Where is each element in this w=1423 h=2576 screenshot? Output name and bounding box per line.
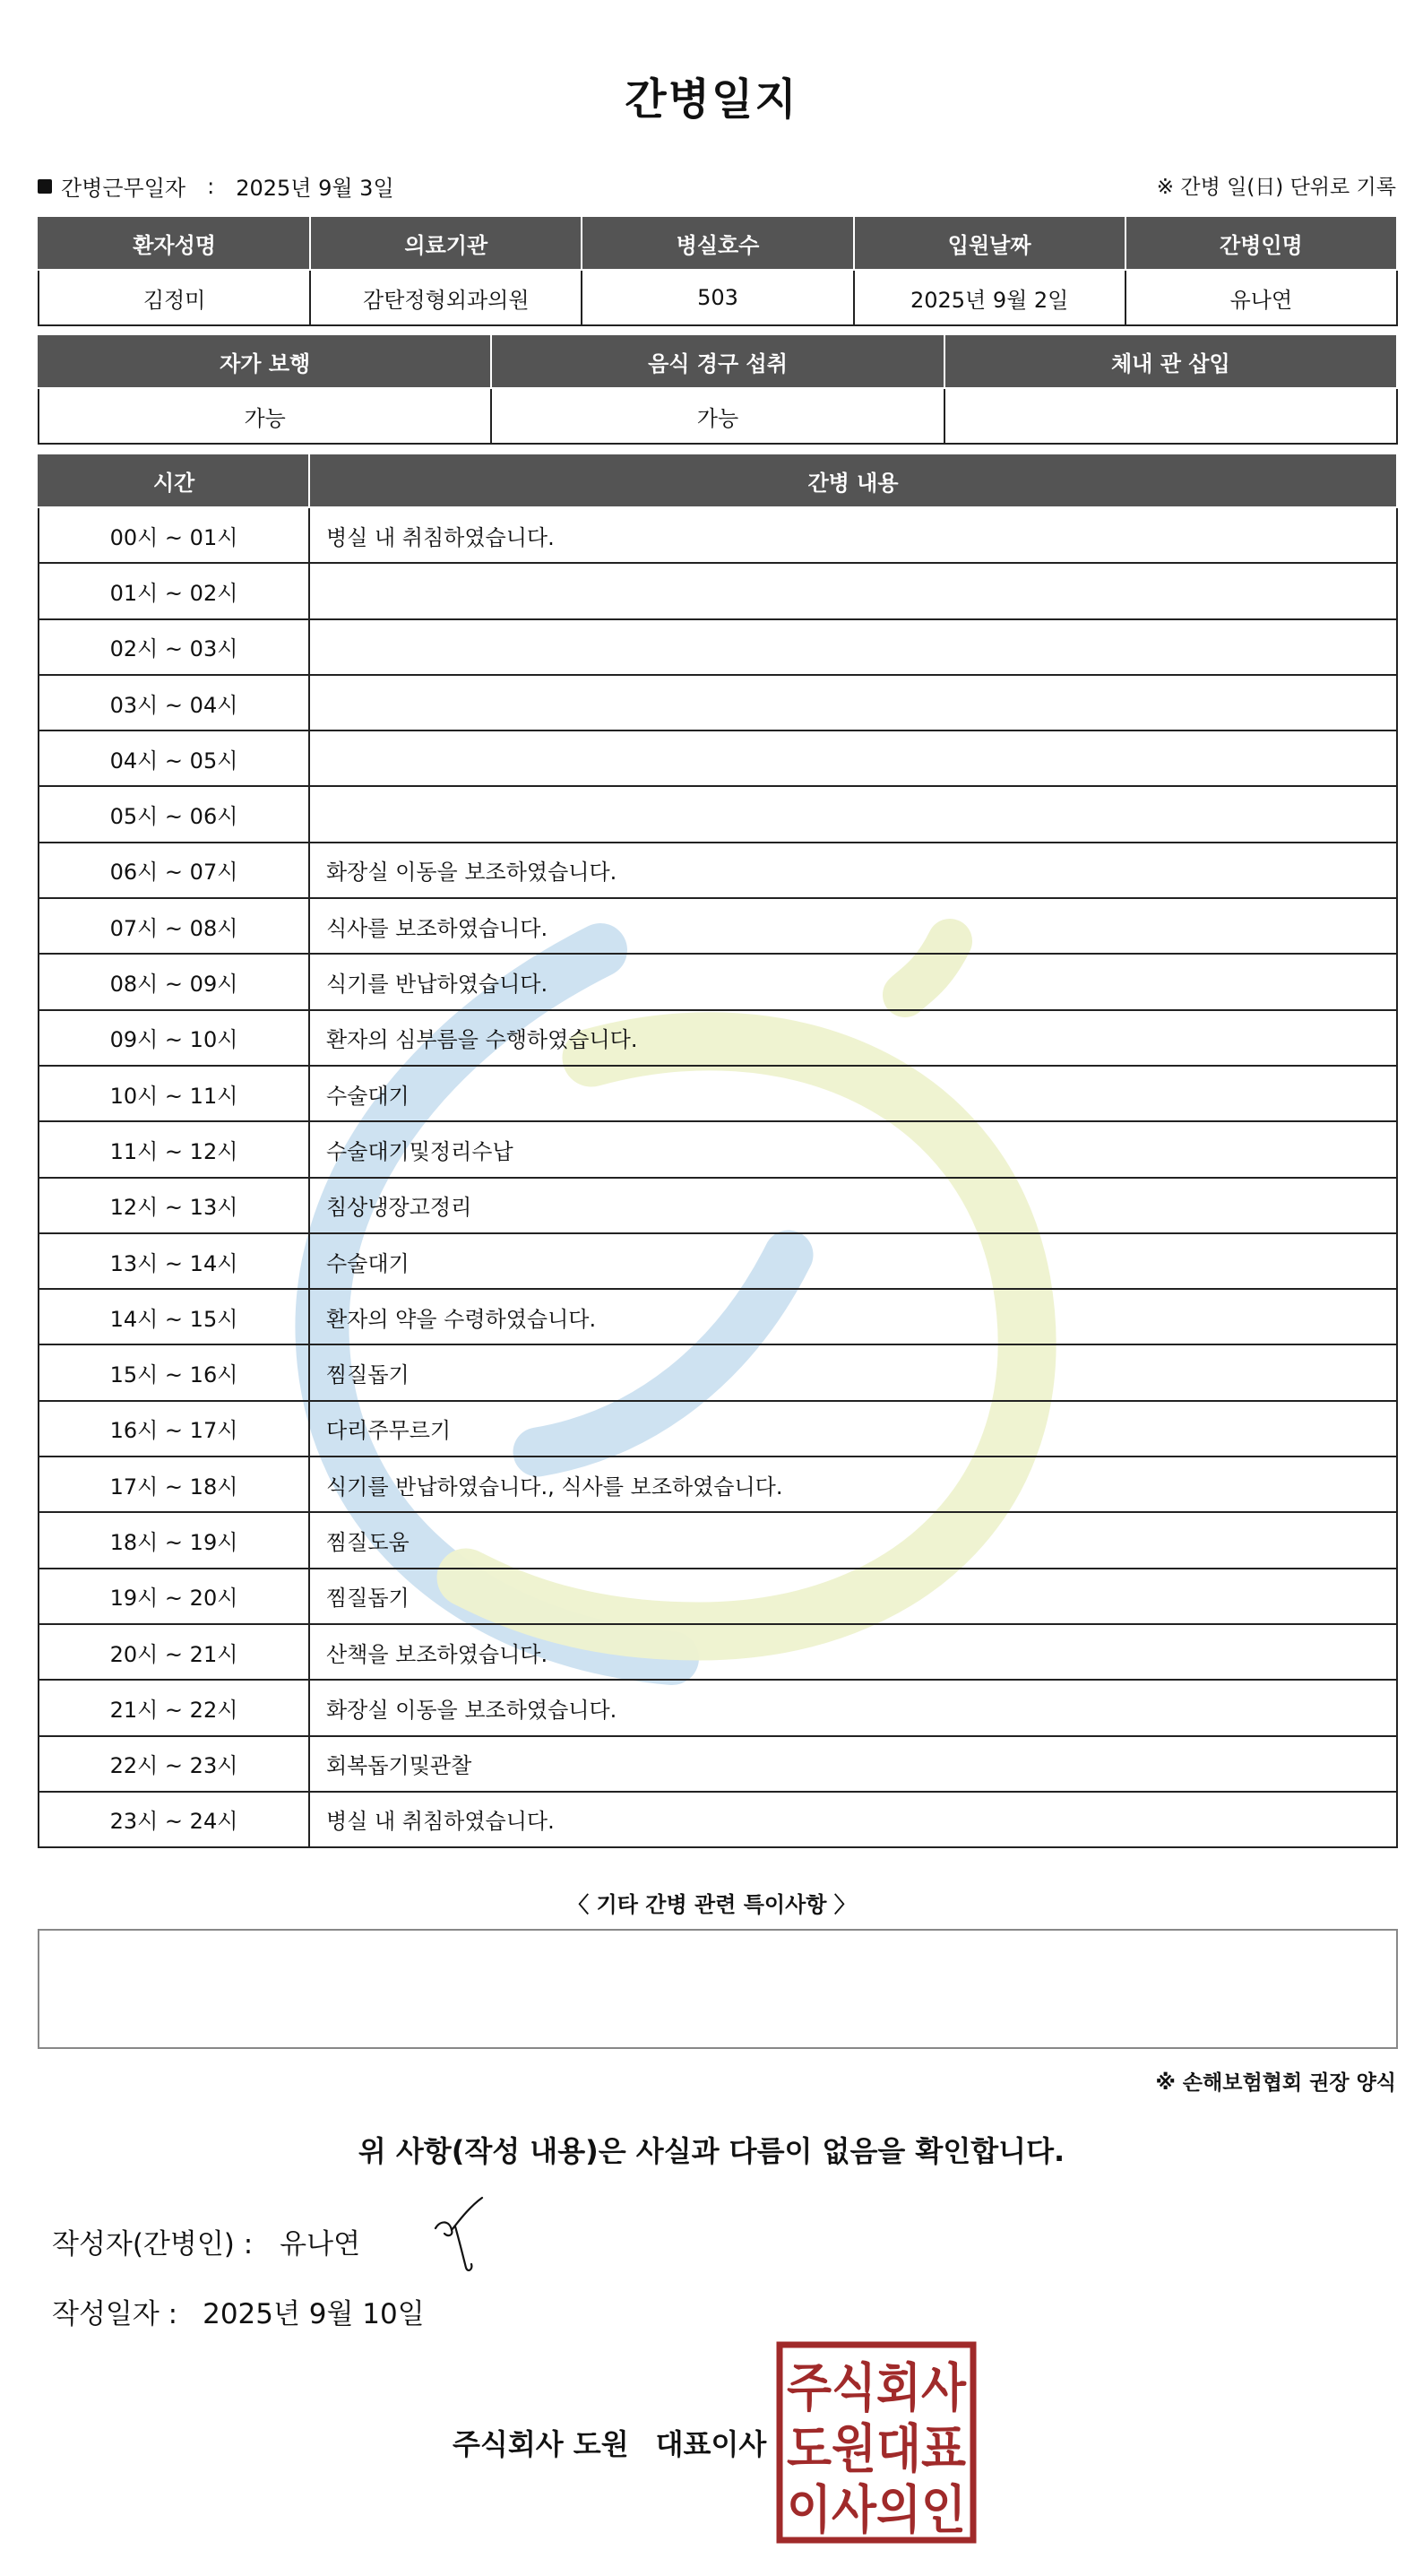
care-content: 환자의 심부름을 수행하였습니다.: [309, 1010, 1397, 1066]
time-slot: 04시 ~ 05시: [39, 730, 309, 786]
header-caregiver-name: 간병인명: [1125, 216, 1397, 270]
header-tube-insertion: 체내 관 삽입: [944, 334, 1397, 388]
header-room-number: 병실호수: [582, 216, 853, 270]
table-row: [39, 1680, 1397, 1735]
table-row: [39, 1624, 1397, 1680]
care-content: 수술대기및정리수납: [309, 1121, 1397, 1177]
bullet-square-icon: [38, 179, 52, 194]
table-row: [39, 1178, 1397, 1233]
handwritten-signature: [428, 2194, 500, 2275]
time-slot: 19시 ~ 20시: [39, 1569, 309, 1624]
header-patient-name: 환자성명: [39, 216, 310, 270]
caregiver-name: 유나연: [1125, 270, 1397, 325]
time-slot: 15시 ~ 16시: [39, 1344, 309, 1400]
seal-text-line: 주식회사: [787, 2357, 967, 2418]
header-self-walking: 자가 보행: [39, 334, 491, 388]
time-slot: 13시 ~ 14시: [39, 1233, 309, 1289]
condition-table: [38, 333, 1398, 445]
company-seal-stamp: [776, 2341, 977, 2544]
time-slot: 09시 ~ 10시: [39, 1010, 309, 1066]
work-date-value: 2025년 9월 3일: [236, 176, 394, 201]
table-row: [39, 1066, 1397, 1121]
time-slot: 23시 ~ 24시: [39, 1792, 309, 1847]
table-row: [39, 954, 1397, 1009]
care-content: [309, 619, 1397, 675]
care-content: [309, 730, 1397, 786]
care-content: 수술대기: [309, 1233, 1397, 1289]
table-row: [39, 1569, 1397, 1624]
written-date-line: [52, 2291, 425, 2331]
time-slot: 08시 ~ 09시: [39, 954, 309, 1009]
care-content: 다리주무르기: [309, 1401, 1397, 1457]
table-row: [39, 619, 1397, 675]
time-slot: 11시 ~ 12시: [39, 1121, 309, 1177]
care-content: 회복돕기및관찰: [309, 1736, 1397, 1792]
writer-value: 유나연: [280, 2228, 361, 2260]
confirmation-statement: 위 사항(작성 내용)은 사실과 다름이 없음을 확인합니다.: [358, 2134, 1065, 2168]
table-row: [39, 786, 1397, 842]
header-time: 시간: [39, 454, 309, 507]
time-slot: 16시 ~ 17시: [39, 1401, 309, 1457]
patient-name: 김정미: [39, 270, 310, 325]
time-slot: 02시 ~ 03시: [39, 619, 309, 675]
admission-date: 2025년 9월 2일: [854, 270, 1125, 325]
time-slot: 14시 ~ 15시: [39, 1289, 309, 1344]
hospital: 감탄정형외과의원: [310, 270, 582, 325]
time-slot: 05시 ~ 06시: [39, 786, 309, 842]
table-row: [39, 1736, 1397, 1792]
hourly-log-table: [38, 453, 1398, 1848]
table-row: [39, 563, 1397, 618]
time-slot: 03시 ~ 04시: [39, 675, 309, 730]
table-row: [39, 1792, 1397, 1847]
care-content: 식기를 반납하였습니다., 식사를 보조하였습니다.: [309, 1457, 1397, 1512]
care-content: 환자의 약을 수령하였습니다.: [309, 1289, 1397, 1344]
representative-title: 대표이사: [655, 2427, 767, 2461]
work-date-sep: :: [207, 173, 215, 199]
care-content: 수술대기: [309, 1066, 1397, 1121]
time-slot: 20시 ~ 21시: [39, 1624, 309, 1680]
header-care-content: 간병 내용: [309, 454, 1397, 507]
tube-insertion: [944, 388, 1397, 444]
header-hospital: 의료기관: [310, 216, 582, 270]
table-row: [39, 1401, 1397, 1457]
written-date-value: 2025년 9월 10일: [203, 2298, 425, 2330]
seal-text-line: 이사의인: [787, 2479, 966, 2540]
table-row: [39, 1457, 1397, 1512]
care-content: 찜질돕기: [309, 1344, 1397, 1400]
table-row: [39, 1289, 1397, 1344]
care-content: [309, 675, 1397, 730]
oral-intake: 가능: [491, 388, 944, 444]
time-slot: 01시 ~ 02시: [39, 563, 309, 618]
room-number: 503: [582, 270, 853, 325]
care-content: 화장실 이동을 보조하였습니다.: [309, 843, 1397, 898]
table-row: [39, 675, 1397, 730]
written-date-label: 작성일자 :: [52, 2298, 178, 2330]
time-slot: 17시 ~ 18시: [39, 1457, 309, 1512]
table-row: [39, 843, 1397, 898]
notes-box: [38, 1929, 1398, 2049]
table-row: [39, 898, 1397, 954]
work-date-label: 간병근무일자: [61, 176, 186, 201]
care-content: 식사를 보조하였습니다.: [309, 898, 1397, 954]
table-row: [39, 1233, 1397, 1289]
writer-line: [52, 2221, 360, 2261]
care-content: 식기를 반납하였습니다.: [309, 954, 1397, 1009]
time-slot: 22시 ~ 23시: [39, 1736, 309, 1792]
table-row: [39, 1512, 1397, 1568]
table-row: [39, 730, 1397, 786]
care-content: 병실 내 취침하였습니다.: [309, 507, 1397, 563]
care-content: 병실 내 취침하였습니다.: [309, 1792, 1397, 1847]
care-content: 산책을 보조하였습니다.: [309, 1624, 1397, 1680]
time-slot: 18시 ~ 19시: [39, 1512, 309, 1568]
care-content: 찜질도움: [309, 1512, 1397, 1568]
time-slot: 00시 ~ 01시: [39, 507, 309, 563]
time-slot: 07시 ~ 08시: [39, 898, 309, 954]
page-title: 간병일지: [625, 74, 798, 125]
care-content: [309, 786, 1397, 842]
record-unit-note: ※ 간병 일(日) 단위로 기록: [1156, 176, 1396, 199]
table-row: [39, 1121, 1397, 1177]
seal-text-line: 도원대표: [787, 2418, 966, 2479]
header-admission-date: 입원날짜: [854, 216, 1125, 270]
time-slot: 12시 ~ 13시: [39, 1178, 309, 1233]
time-slot: 10시 ~ 11시: [39, 1066, 309, 1121]
patient-info-table: [38, 215, 1398, 326]
work-date: [38, 170, 394, 202]
table-row: [39, 1010, 1397, 1066]
writer-label: 작성자(간병인) :: [52, 2228, 254, 2260]
self-walking: 가능: [39, 388, 491, 444]
care-content: 찜질돕기: [309, 1569, 1397, 1624]
care-content: [309, 563, 1397, 618]
time-slot: 06시 ~ 07시: [39, 843, 309, 898]
association-note: ※ 손해보험협회 권장 양식: [1155, 2071, 1396, 2095]
time-slot: 21시 ~ 22시: [39, 1680, 309, 1735]
care-content: 침상냉장고정리: [309, 1178, 1397, 1233]
table-row: [39, 1344, 1397, 1400]
company-line: [453, 2422, 766, 2463]
header-oral-intake: 음식 경구 섭취: [491, 334, 944, 388]
company-name: 주식회사 도원: [453, 2427, 629, 2461]
table-row: [39, 507, 1397, 563]
notes-title: 〈 기타 간병 관련 특이사항 〉: [567, 1892, 856, 1917]
care-content: 화장실 이동을 보조하였습니다.: [309, 1680, 1397, 1735]
